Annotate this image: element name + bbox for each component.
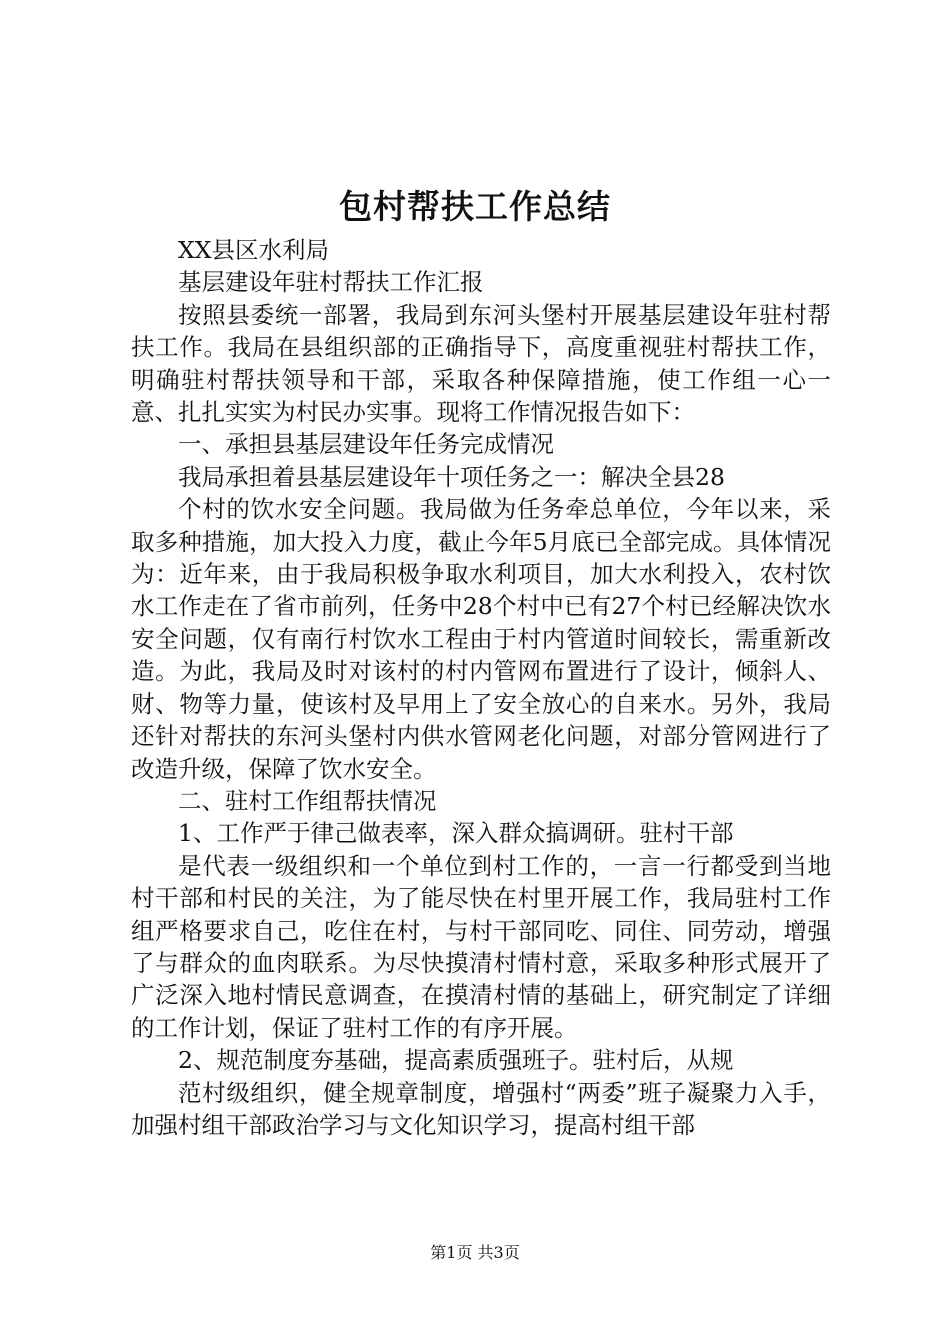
paragraph-item-2-lead: 2、规范制度夯基础，提高素质强班子。驻村后，从规: [178, 1046, 734, 1075]
paragraph-task-detail: 个村的饮水安全问题。我局做为任务牵总单位，今年以来，采取多种措施，加大投入力度，截止今年5月底已全部完成。具体情况为：近年来，由于我局积极争取水利项目，加大水利投入，农村饮水工作走在了省市前列，任务中28个村中已有27个村已经解决饮水安全问题，仅有南行村饮水工程由于村内管道时间较长，需重新改造。为此，我局及时对该村的村内管网布置进行了设计，倾斜人、财、物等力量，使该村及早用上了安全放心的自来水。另外，我局还针对帮扶的东河头堡村内供水管网老化问题，对部分管网进行了改造升级，保障了饮水安全。: [131, 495, 831, 783]
paragraph-item-2-detail: 范村级组织，健全规章制度，增强村“两委”班子凝聚力入手，加强村组干部政治学习与文化知识学习，提高村组干部: [131, 1078, 831, 1139]
paragraph-task-lead: 我局承担着县基层建设年十项任务之一：解决全县28: [178, 462, 725, 491]
document-body: [131, 234, 831, 1141]
page-number-footer: 第1页 共3页: [430, 1243, 520, 1262]
paragraph-org-name: XX县区水利局: [178, 236, 329, 264]
paragraph-intro: 按照县委统一部署，我局到东河头堡村开展基层建设年驻村帮扶工作。我局在县组织部的正确指导下，高度重视驻村帮扶工作，明确驻村帮扶领导和干部，采取各种保障措施，使工作组一心一意、扎扎实实为村民办实事。现将工作情况报告如下：: [131, 300, 831, 427]
paragraph-item-1-lead: 1、工作严于律己做表率，深入群众搞调研。驻村干部: [178, 819, 734, 848]
paragraph-item-1-detail: 是代表一级组织和一个单位到村工作的，一言一行都受到当地村干部和村民的关注，为了能尽快在村里开展工作，我局驻村工作组严格要求自己，吃住在村，与村干部同吃、同住、同劳动，增强了与群众的血肉联系。为尽快摸清村情村意，采取多种形式展开了广泛深入地村情民意调查，在摸清村情的基础上，研究制定了详细的工作计划，保证了驻村工作的有序开展。: [131, 851, 831, 1042]
paragraph-report-title: 基层建设年驻村帮扶工作汇报: [178, 268, 484, 297]
paragraph-section-2-heading: 二、驻村工作组帮扶情况: [178, 786, 437, 815]
paragraph-section-1-heading: 一、承担县基层建设年任务完成情况: [178, 430, 554, 459]
document-title: 包村帮扶工作总结: [339, 187, 611, 226]
